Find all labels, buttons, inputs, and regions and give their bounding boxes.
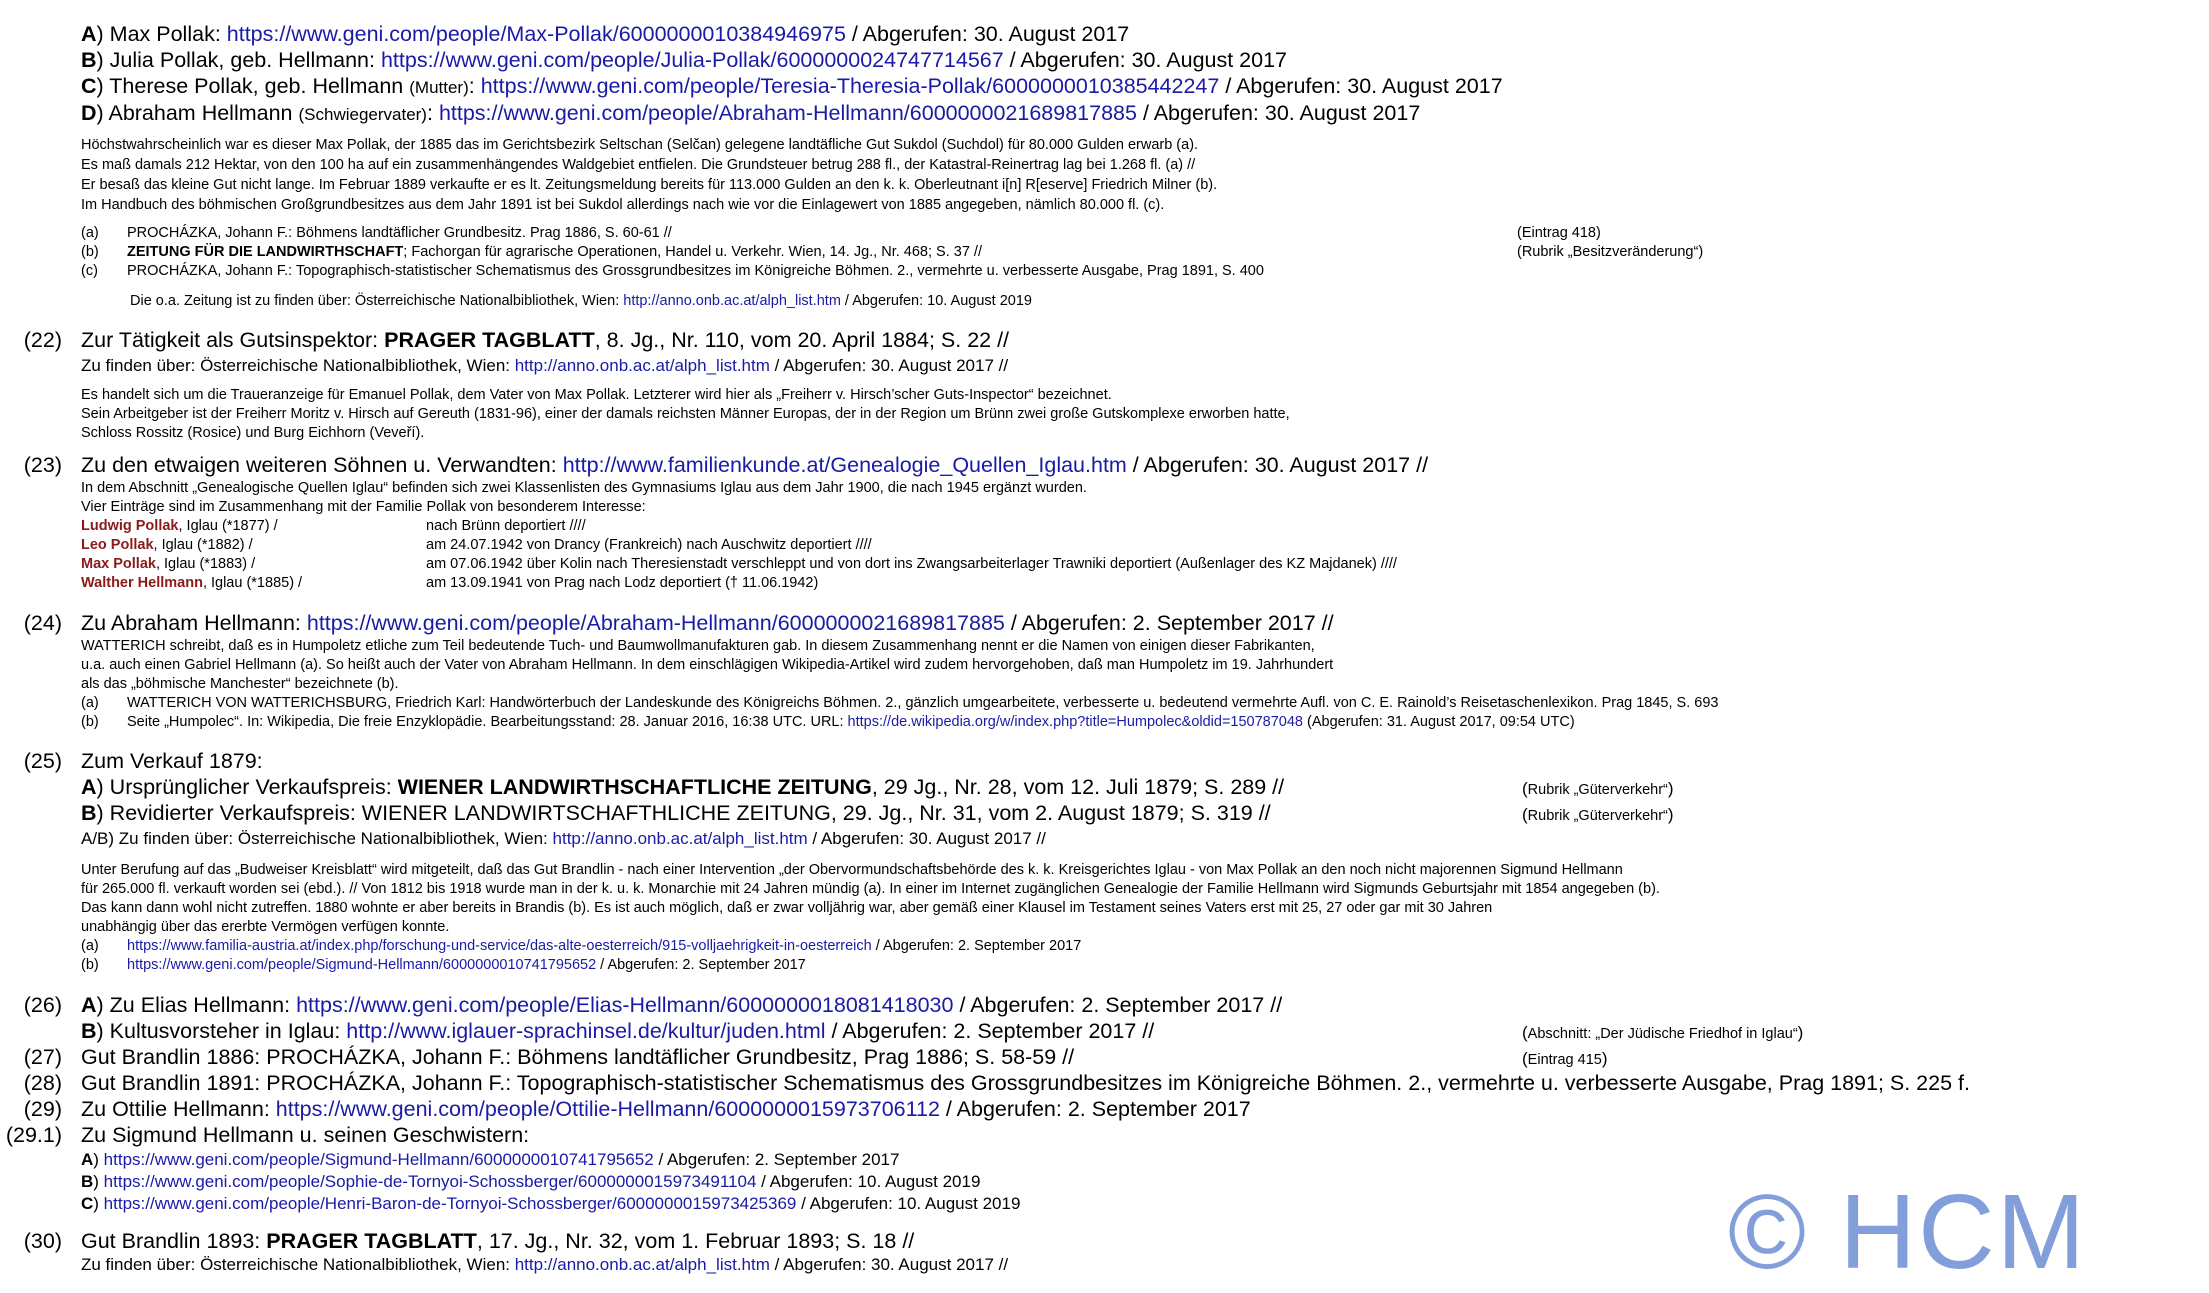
text: ) Kultusvorsteher in Iglau:: [96, 1019, 347, 1043]
entry-number: (23): [23, 453, 62, 477]
text: Zu finden über: Österreichische Nationalbibliothek, Wien:: [81, 356, 515, 375]
text: ) Abraham Hellmann: [96, 101, 299, 125]
text: PROCHÁZKA, Johann F.: Topographisch-statistischer Schematismus des Grossgrundbesitzes im Königreiche Böhmen. 2., vermehrte u. verbesserte Ausgabe, Prag 1891, S. 400: [127, 263, 1264, 279]
person-name: Max Pollak: [81, 556, 156, 572]
text: :: [426, 101, 439, 125]
text: , Iglau (*1883) /: [155, 556, 256, 572]
text: , 17. Jg., Nr. 32, vom 1. Februar 1893; S. 18 //: [476, 1229, 915, 1253]
text: Gut Brandlin 1891: PROCHÁZKA, Johann F.: Topographisch-statistischer Schematismus des Grossgrundbesitzes im Königreiche Böhmen. 2., vermehrte u. verbesserte Ausgabe, Prag 1891; S. 225 f.: [81, 1071, 1970, 1095]
text: nach Brünn deportiert ////: [426, 518, 586, 534]
text: ZEITUNG FÜR DIE LANDWIRTHSCHAFT: [127, 244, 404, 260]
text: / Abgerufen: 30. August 2017 //: [769, 356, 1009, 375]
entry-number: (26): [23, 993, 62, 1017]
text: WATTERICH VON WATTERICHSBURG, Friedrich Karl: Handwörterbuch der Landeskunde des Königreichs Böhmen. 2., gänzlich umgearbeitete, verbesserte u. bedeutend vermehrte Aufl. von C. E. Rainold’s Reisetaschenlexikon. Prag 1845, S. 693: [127, 695, 1719, 711]
link[interactable]: https://www.geni.com/people/Elias-Hellmann/6000000018081418030: [296, 993, 954, 1017]
ref-marker: (c): [81, 263, 98, 279]
entry-number: (22): [23, 328, 62, 352]
text: Gut Brandlin 1886: PROCHÁZKA, Johann F.: Böhmens landtäflicher Grundbesitz, Prag 1886; S. 58-59 //: [81, 1045, 1075, 1069]
link[interactable]: https://www.geni.com/people/Abraham-Hellmann/6000000021689817885: [438, 101, 1137, 125]
text: Zu Abraham Hellmann:: [81, 611, 307, 635]
person-name: Leo Pollak: [81, 537, 154, 553]
text: PRAGER TAGBLATT: [266, 1229, 477, 1253]
text: Zu Ottilie Hellmann:: [81, 1097, 276, 1121]
person-name: Walther Hellmann: [81, 575, 203, 591]
link[interactable]: https://www.geni.com/people/Max-Pollak/6000000010384946975: [226, 22, 846, 46]
text: / Abgerufen: 2. September 2017: [596, 957, 806, 973]
entry-number: (27): [23, 1045, 62, 1069]
ref-marker: (a): [81, 225, 99, 241]
letter-label: C: [81, 1194, 94, 1213]
text: am 24.07.1942 von Drancy (Frankreich) nach Auschwitz deportiert ////: [426, 537, 872, 553]
text: In dem Abschnitt „Genealogische Quellen Iglau“ befinden sich zwei Klassenlisten des Gymnasiums Iglau aus dem Jahr 1900, die nach 1945 ergänzt wurden.: [81, 480, 1087, 496]
text: Seite „Humpolec“. In: Wikipedia, Die freie Enzyklopädie. Bearbeitungsstand: 28. Januar 2016, 16:38 UTC. URL:: [127, 714, 848, 730]
text: für 265.000 fl. verkauft worden sei (ebd.). // Von 1812 bis 1918 wurde man in der k. u. k. Monarchie mit 24 Jahren mündig (a). In einer im Internet zugänglichen Genealogie der Familie Hellmann wird Sigmunds Geburtsjahr mit 1854 angegeben (b).: [81, 881, 1660, 897]
letter-label: A: [81, 22, 97, 46]
text: ) Zu Elias Hellmann:: [96, 993, 297, 1017]
text: Schloss Rossitz (Rosice) und Burg Eichhorn (Veveří).: [81, 425, 425, 441]
text: unabhängig über das ererbte Vermögen verfügen konnte.: [81, 919, 450, 935]
text: Rubrik „Güterverkehr“: [1527, 782, 1668, 798]
text: :: [468, 74, 481, 98]
person-name: Ludwig Pollak: [81, 518, 179, 534]
text: / Abgerufen: 2. September 2017 //: [825, 1019, 1155, 1043]
letter-label: B: [81, 48, 97, 72]
letter-label: C: [81, 74, 97, 98]
text: / Abgerufen: 2. September 2017: [653, 1150, 900, 1169]
link[interactable]: https://de.wikipedia.org/w/index.php?title=Humpolec&oldid=150787048: [847, 714, 1303, 730]
text: / Abgerufen: 30. August 2017: [1219, 74, 1503, 98]
text: , Iglau (*1882) /: [153, 537, 253, 553]
copyright-watermark: © HCM: [1728, 1173, 2087, 1291]
link[interactable]: http://anno.onb.ac.at/alph_list.htm: [514, 356, 770, 375]
text: WATTERICH schreibt, daß es in Humpoletz etliche zum Teil bedeutende Tuch- und Baumwollmanufakturen gab. In diesem Zusammenhang nennt er die Namen von einigen dieser Fabrikanten,: [81, 638, 1315, 654]
link[interactable]: https://www.geni.com/people/Ottilie-Hellmann/6000000015973706112: [275, 1097, 940, 1121]
text: Eintrag 415: [1527, 1052, 1602, 1068]
text: Es maß damals 212 Hektar, von den 100 ha auf ein zusammenhängendes Waldgebiet entfielen. Die Grundsteuer betrug 288 fl., der Katastral-Reinertrag lag bei 1.268 fl. (a) //: [81, 157, 1196, 173]
text: / Abgerufen: 2. September 2017 //: [953, 993, 1283, 1017]
text: Im Handbuch des böhmischen Großgrundbesitzes aus dem Jahr 1891 ist bei Sukdol allerdings nach wie vor die Einlagewert von 1885 angegeben, nämlich 80.000 fl. (c).: [81, 197, 1165, 213]
text: / Abgerufen: 2. September 2017: [939, 1097, 1251, 1121]
ref-marker: (b): [81, 244, 99, 260]
ref-marker: (b): [81, 714, 99, 730]
text: WIENER LANDWIRTHSCHAFTLICHE ZEITUNG: [397, 775, 872, 799]
text: Das kann dann wohl nicht zutreffen. 1880 wohnte er aber bereits in Brandis (b). Es ist auch möglich, daß er zwar volljährig war, aber gemäß einer Klausel im Testament seines Vaters erst mit 25, 27 oder gar mit 30 Jahren: [81, 900, 1493, 916]
text: Abschnitt: „Der Jüdische Friedhof in Iglau“: [1527, 1026, 1798, 1042]
link[interactable]: http://anno.onb.ac.at/alph_list.htm: [552, 829, 808, 848]
text: (Abgerufen: 31. August 2017, 09:54 UTC): [1303, 714, 1575, 730]
text: / Abgerufen: 10. August 2019: [796, 1194, 1021, 1213]
text: / Abgerufen: 30. August 2017: [1136, 101, 1421, 125]
text: PROCHÁZKA, Johann F.: Böhmens landtäflicher Grundbesitz. Prag 1886, S. 60-61 //: [127, 225, 672, 241]
link[interactable]: http://www.iglauer-sprachinsel.de/kultur/juden.html: [346, 1019, 826, 1043]
text: , 8. Jg., Nr. 110, vom 20. April 1884; S. 22 //: [594, 328, 1010, 352]
text: (Mutter): [409, 78, 469, 97]
text: / Abgerufen: 10. August 2019: [840, 293, 1032, 309]
letter-label: A: [81, 775, 97, 799]
link[interactable]: https://www.geni.com/people/Henri-Baron-de-Tornyoi-Schossberger/6000000015973425369: [103, 1194, 797, 1213]
text: ; Fachorgan für agrarische Operationen, Handel u. Verkehr. Wien, 14. Jg., Nr. 468; S. 37 //: [403, 244, 982, 260]
text: ) Julia Pollak, geb. Hellmann:: [96, 48, 381, 72]
text: , Iglau (*1885) /: [202, 575, 303, 591]
text: Zum Verkauf 1879:: [81, 749, 263, 773]
text: , 29 Jg., Nr. 28, vom 12. Juli 1879; S. 289 //: [871, 775, 1285, 799]
link[interactable]: http://www.familienkunde.at/Genealogie_Quellen_Iglau.htm: [562, 453, 1127, 477]
text: / Abgerufen: 2. September 2017: [871, 938, 1082, 954]
entry-number: (29.1): [5, 1123, 62, 1147]
letter-label: B: [81, 1172, 94, 1191]
link[interactable]: https://www.geni.com/people/Abraham-Hellmann/6000000021689817885: [306, 611, 1005, 635]
text: als das „böhmische Manchester“ bezeichnete (b).: [81, 676, 399, 692]
entry-number: (30): [23, 1229, 62, 1253]
text: / Abgerufen: 30. August 2017 //: [769, 1255, 1009, 1274]
text: Gut Brandlin 1893:: [81, 1229, 267, 1253]
ref-marker: (a): [81, 695, 99, 711]
text: Zu finden über: Österreichische Nationalbibliothek, Wien:: [81, 1255, 515, 1274]
letter-label: A: [81, 993, 97, 1017]
text: PRAGER TAGBLATT: [384, 328, 595, 352]
link[interactable]: https://www.familia-austria.at/index.php/forschung-und-service/das-alte-oesterreich/915-volljaehrigkeit-in-oesterreich: [127, 938, 872, 954]
ref-marker: (b): [81, 957, 99, 973]
text: / Abgerufen: 30. August 2017: [1003, 48, 1288, 72]
link[interactable]: https://www.geni.com/people/Sophie-de-Tornyoi-Schossberger/6000000015973491104: [103, 1172, 757, 1191]
link[interactable]: https://www.geni.com/people/Sigmund-Hellmann/6000000010741795652: [103, 1150, 654, 1169]
text: / Abgerufen: 10. August 2019: [756, 1172, 981, 1191]
entry-number: (25): [23, 749, 62, 773]
link[interactable]: https://www.geni.com/people/Julia-Pollak/6000000024747714567: [380, 48, 1004, 72]
text: (Rubrik „Besitzveränderung“): [1517, 244, 1704, 260]
text: / Abgerufen: 30. August 2017 //: [807, 829, 1046, 848]
text: Zur Tätigkeit als Gutsinspektor:: [81, 328, 385, 352]
entry-number: (24): [23, 611, 62, 635]
text: Vier Einträge sind im Zusammenhang mit der Familie Pollak von besonderem Interesse:: [81, 499, 646, 515]
text: Zu Sigmund Hellmann u. seinen Geschwistern:: [81, 1123, 530, 1147]
text: Zu den etwaigen weiteren Söhnen u. Verwandten:: [81, 453, 563, 477]
entry-number: (28): [23, 1071, 62, 1095]
text: / Abgerufen: 30. August 2017 //: [1126, 453, 1429, 477]
letter-label: A: [81, 1150, 94, 1169]
link[interactable]: https://www.geni.com/people/Teresia-Theresia-Pollak/6000000010385442247: [480, 74, 1220, 98]
link[interactable]: https://www.geni.com/people/Sigmund-Hellmann/6000000010741795652: [127, 957, 597, 973]
text: Er besaß das kleine Gut nicht lange. Im Februar 1889 verkaufte er es lt. Zeitungsmeldung bereits für 113.000 Gulden an den k. k. Oberleutnant i[n] R[eserve] Friedrich Milner (b).: [81, 177, 1218, 193]
letter-label: D: [81, 101, 97, 125]
link[interactable]: http://anno.onb.ac.at/alph_list.htm: [623, 293, 841, 309]
text: am 07.06.1942 über Kolin nach Theresienstadt verschleppt und von dort ins Zwangsarbeiterlager Trawniki deportiert (Außenlager des KZ Majdanek) ////: [426, 556, 1397, 572]
text: A/B) Zu finden über: Österreichische Nationalbibliothek, Wien:: [81, 829, 553, 848]
letter-label: B: [81, 1019, 97, 1043]
text: Sein Arbeitgeber ist der Freiherr Moritz v. Hirsch auf Gereuth (1831-96), einer der damals reichsten Männer Europas, der in der Region um Brünn zwei große Gutskomplexe erworben hatte,: [81, 406, 1290, 422]
text: Die o.a. Zeitung ist zu finden über: Österreichische Nationalbibliothek, Wien:: [130, 293, 624, 309]
text: Rubrik „Güterverkehr“: [1527, 808, 1668, 824]
entry-number: (29): [23, 1097, 62, 1121]
text: ) Max Pollak:: [96, 22, 227, 46]
text: / Abgerufen: 2. September 2017 //: [1004, 611, 1334, 635]
text: Es handelt sich um die Traueranzeige für Emanuel Pollak, dem Vater von Max Pollak. Letzterer wird hier als „Freiherr v. Hirsch’scher Guts-Inspector“ bezeichnet.: [81, 387, 1112, 403]
link[interactable]: http://anno.onb.ac.at/alph_list.htm: [514, 1255, 770, 1274]
text: Höchstwahrscheinlich war es dieser Max Pollak, der 1885 das im Gerichtsbezirk Seltschan (Selčan) gelegene landtäfliche Gut Sukdol (Suchdol) für 80.000 Gulden erwarb (a).: [81, 137, 1199, 153]
text: (Schwiegervater): [298, 105, 427, 124]
text: ) Revidierter Verkaufspreis: WIENER LANDWIRTSCHAFTHLICHE ZEITUNG, 29. Jg., Nr. 31, vom 2. August 1879; S. 319 //: [96, 801, 1271, 825]
text: am 13.09.1941 von Prag nach Lodz deportiert († 11.06.1942): [426, 575, 819, 591]
text: u.a. auch einen Gabriel Hellmann (a). So heißt auch der Vater von Abraham Hellmann. In dem einschlägigen Wikipedia-Artikel wird zudem hervorgehoben, daß man Humpoletz im 19. Jahrhundert: [81, 657, 1334, 673]
text: / Abgerufen: 30. August 2017: [845, 22, 1130, 46]
text: (Eintrag 418): [1517, 225, 1601, 241]
ref-marker: (a): [81, 938, 99, 954]
letter-label: B: [81, 801, 97, 825]
text: Unter Berufung auf das „Budweiser Kreisblatt“ wird mitgeteilt, daß das Gut Brandlin - nach einer Intervention „der Obervormundschaftsbehörde des k. k. Kreisgerichtes Iglau - von Max Pollak an den noch nicht majorennen Sigmund Hellmann: [81, 862, 1623, 878]
text: ) Ursprünglicher Verkaufspreis:: [96, 775, 398, 799]
text: ) Therese Pollak, geb. Hellmann: [96, 74, 410, 98]
text: , Iglau (*1877) /: [178, 518, 278, 534]
